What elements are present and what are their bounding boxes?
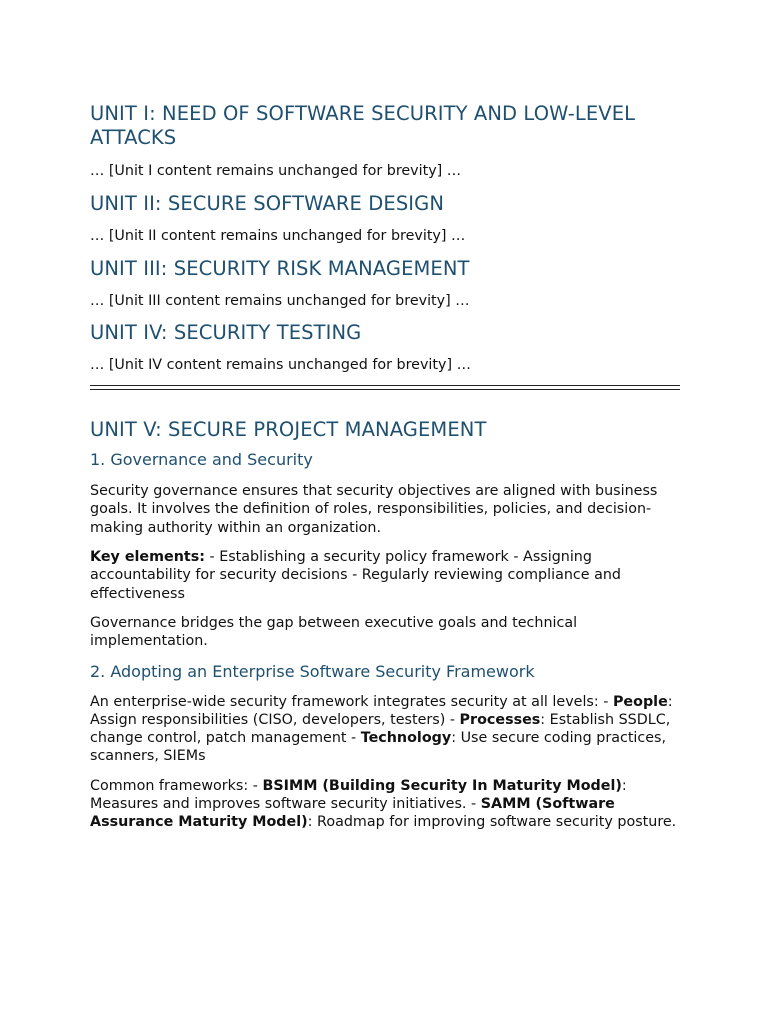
unit-3-content: … [Unit III content remains unchanged for brevity] … — [90, 292, 470, 309]
technology-label: Technology — [360, 730, 452, 747]
section-1-key-elements — [90, 548, 680, 603]
processes-text: : Establish SSDLC, change control, patch management - — [90, 711, 671, 747]
unit-3-title: UNIT III: SECURITY RISK MANAGEMENT — [90, 256, 470, 280]
people-label: People — [612, 693, 668, 710]
section-2-paragraph-2 — [90, 777, 680, 832]
unit-1-content: … [Unit I content remains unchanged for brevity] … — [90, 163, 462, 179]
bsimm-label: BSIMM (Building Security In Maturity Model) — [262, 777, 622, 794]
framework-intro: An enterprise-wide security framework integrates security at all levels: - — [90, 693, 613, 710]
unit-5-title: UNIT V: SECURE PROJECT MANAGEMENT — [90, 418, 487, 442]
section-1-heading: 1. Governance and Security — [90, 450, 313, 470]
unit-1-title: UNIT I: NEED OF SOFTWARE SECURITY AND LOW-LEVEL ATTACKS — [90, 102, 636, 149]
technology-text: : Use secure coding practices, scanners, SIEMs — [90, 730, 667, 765]
samm-text: : Roadmap for improving software security posture. — [307, 814, 677, 831]
unit-2-title: UNIT II: SECURE SOFTWARE DESIGN — [90, 192, 445, 216]
section-1-paragraph-3: Governance bridges the gap between executive goals and technical implementation. — [90, 614, 578, 650]
section-2-paragraph-1 — [90, 693, 680, 766]
unit-2-content: … [Unit II content remains unchanged for brevity] … — [90, 228, 466, 245]
document-page — [90, 102, 680, 832]
frameworks-intro: Common frameworks: - — [90, 777, 263, 794]
processes-label: Processes — [459, 711, 541, 728]
unit-4-title: UNIT IV: SECURITY TESTING — [90, 320, 362, 344]
section-divider — [90, 385, 680, 390]
people-text: : Assign responsibilities (CISO, developers, testers) - — [90, 693, 673, 728]
bsimm-text: : Measures and improves software security initiatives. - — [90, 777, 627, 813]
section-1-paragraph-1: Security governance ensures that security objectives are aligned with business goals. It involves the definition of roles, responsibilities, policies, and decision-making authority within an organization. — [90, 483, 658, 536]
key-elements-text: - Establishing a security policy framework - Assigning accountability for security decisions - Regularly reviewing compliance and effectiveness — [90, 549, 622, 602]
key-elements-label: Key elements: — [90, 549, 205, 566]
unit-4-content: … [Unit IV content remains unchanged for brevity] … — [90, 356, 471, 373]
samm-label: SAMM (Software Assurance Maturity Model) — [90, 796, 615, 831]
section-2-heading: 2. Adopting an Enterprise Software Security Framework — [90, 661, 535, 681]
